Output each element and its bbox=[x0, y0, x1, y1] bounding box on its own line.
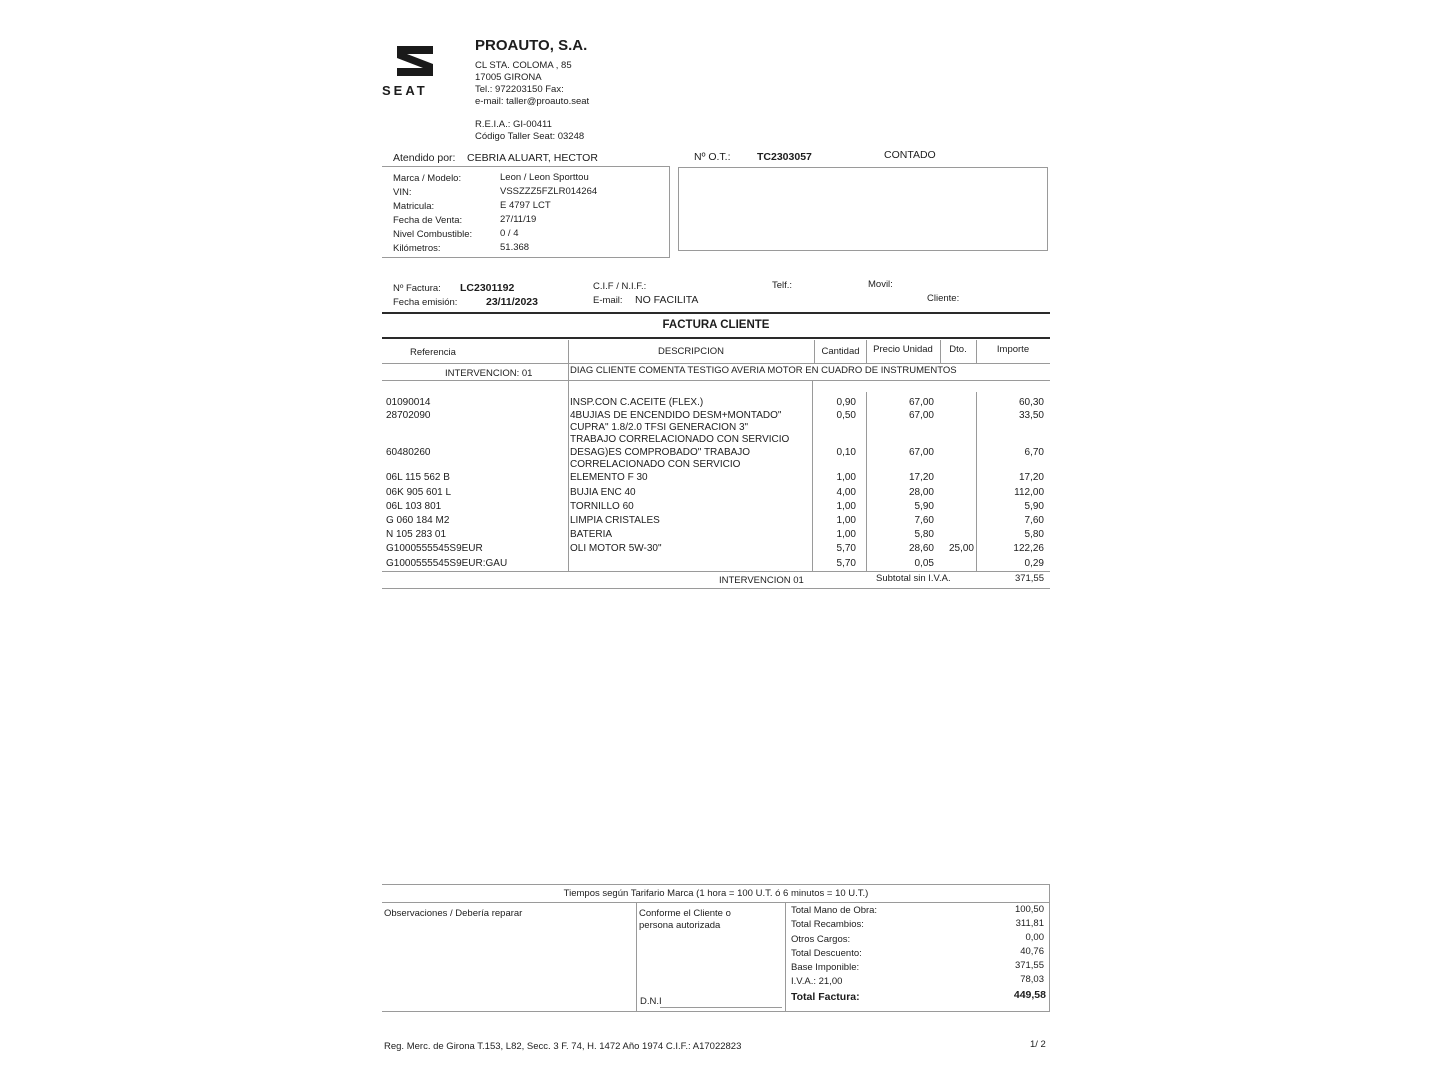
movil-label: Movil: bbox=[868, 279, 893, 290]
table-row bbox=[386, 397, 1046, 409]
row-desc: TRABAJO CORRELACIONADO CON SERVICIO bbox=[570, 434, 790, 445]
attended-label: Atendido por: bbox=[393, 152, 456, 164]
table-row bbox=[386, 558, 1046, 570]
row-amount: 6,70 bbox=[1024, 447, 1044, 458]
row-ref: 06L 103 801 bbox=[386, 501, 442, 512]
brand-name: SEAT bbox=[382, 83, 428, 98]
invoice-date: 23/11/2023 bbox=[486, 296, 538, 308]
table-row bbox=[386, 447, 1046, 459]
row-desc: TORNILLO 60 bbox=[570, 501, 634, 512]
invoice-number: LC2301192 bbox=[460, 282, 515, 294]
row-qty: 1,00 bbox=[836, 529, 856, 540]
row-price: 17,20 bbox=[908, 472, 934, 483]
subtotal-label: Subtotal sin I.V.A. bbox=[876, 573, 951, 584]
vehicle-label: Marca / Modelo: bbox=[393, 173, 462, 184]
company-phone: Tel.: 972203150 Fax: bbox=[475, 84, 564, 95]
row-ref: N 105 283 01 bbox=[386, 529, 447, 540]
row-price: 0,05 bbox=[914, 558, 934, 569]
row-qty: 5,70 bbox=[836, 543, 856, 554]
row-amount: 122,26 bbox=[1013, 543, 1044, 554]
table-row bbox=[386, 472, 1046, 484]
intervention-footer: INTERVENCION 01 bbox=[719, 575, 804, 586]
total-label: Total Recambios: bbox=[791, 919, 864, 930]
row-qty: 5,70 bbox=[836, 558, 856, 569]
row-dto: 25,00 bbox=[948, 543, 974, 554]
table-row bbox=[386, 501, 1046, 513]
row-price: 67,00 bbox=[908, 410, 934, 421]
total-value: 311,81 bbox=[1015, 918, 1044, 929]
row-desc: ELEMENTO F 30 bbox=[570, 472, 648, 483]
table-row bbox=[386, 543, 1046, 555]
tel-label: Telf.: bbox=[772, 280, 793, 291]
row-price: 28,60 bbox=[908, 543, 934, 554]
client-label: Cliente: bbox=[927, 293, 960, 304]
row-price: 5,90 bbox=[914, 501, 934, 512]
table-row bbox=[386, 529, 1046, 541]
dni-label: D.N.I bbox=[640, 996, 662, 1007]
table-row bbox=[386, 487, 1046, 499]
grand-total-value: 449,58 bbox=[1013, 989, 1046, 1001]
total-value: 100,50 bbox=[1014, 904, 1044, 915]
intervention-description: DIAG CLIENTE COMENTA TESTIGO AVERIA MOTOR EN CUADRO DE INSTRUMENTOS bbox=[570, 365, 957, 376]
vehicle-label: Fecha de Venta: bbox=[393, 215, 463, 226]
vehicle-label: Matricula: bbox=[393, 201, 435, 212]
ot-value: TC2303057 bbox=[757, 151, 812, 163]
vehicle-label: Nivel Combustible: bbox=[393, 229, 473, 240]
row-amount: 112,00 bbox=[1014, 487, 1044, 498]
tiempos-note: Tiempos según Tarifario Marca (1 hora = 100 U.T. ó 6 minutos = 10 U.T.) bbox=[563, 888, 869, 899]
vehicle-value: 0 / 4 bbox=[500, 228, 519, 239]
header-dto: Dto. bbox=[949, 344, 967, 355]
vehicle-value: 27/11/19 bbox=[500, 214, 537, 225]
row-ref: 60480260 bbox=[386, 447, 431, 458]
company-reia: R.E.I.A.: GI-00411 bbox=[475, 119, 552, 130]
row-desc: BUJIA ENC 40 bbox=[570, 487, 636, 498]
total-label: Otros Cargos: bbox=[791, 934, 851, 945]
invoice-number-label: Nº Factura: bbox=[393, 283, 441, 294]
header-precio: Precio Unidad bbox=[873, 344, 933, 355]
table-row bbox=[386, 459, 1046, 471]
total-value: 371,55 bbox=[1014, 960, 1044, 971]
company-name: PROAUTO, S.A. bbox=[475, 37, 588, 54]
row-price: 67,00 bbox=[908, 397, 934, 408]
row-desc: CUPRA" 1.8/2.0 TFSI GENERACION 3" bbox=[570, 422, 749, 433]
row-qty: 1,00 bbox=[836, 472, 856, 483]
total-value: 0,00 bbox=[1025, 932, 1044, 943]
row-ref: 06K 905 601 L bbox=[386, 487, 452, 498]
company-address2: 17005 GIRONA bbox=[475, 72, 542, 83]
total-label: Base Imponible: bbox=[791, 962, 860, 973]
row-amount: 5,90 bbox=[1024, 501, 1044, 512]
attended-value: CEBRIA ALUART, HECTOR bbox=[467, 152, 598, 164]
row-qty: 0,50 bbox=[836, 410, 856, 421]
row-ref: G 060 184 M2 bbox=[386, 515, 450, 526]
registry-footer: Reg. Merc. de Girona T.153, L82, Secc. 3 F. 74, H. 1472 Año 1974 C.I.F.: A17022823 bbox=[384, 1041, 742, 1052]
row-desc: CORRELACIONADO CON SERVICIO bbox=[570, 459, 741, 470]
row-amount: 5,80 bbox=[1024, 529, 1044, 540]
row-desc: OLI MOTOR 5W-30" bbox=[570, 543, 662, 554]
ot-label: Nº O.T.: bbox=[694, 151, 731, 163]
total-label: Total Descuento: bbox=[791, 948, 862, 959]
row-price: 28,00 bbox=[908, 487, 934, 498]
row-desc: DESAG)ES COMPROBADO" TRABAJO bbox=[570, 447, 751, 458]
header-importe: Importe bbox=[996, 344, 1030, 355]
payment-method: CONTADO bbox=[884, 149, 936, 161]
row-desc: LIMPIA CRISTALES bbox=[570, 515, 660, 526]
table-row bbox=[386, 434, 1046, 446]
company-address1: CL STA. COLOMA , 85 bbox=[475, 60, 572, 71]
row-ref: 01090014 bbox=[386, 397, 431, 408]
vehicle-value: Leon / Leon Sporttou bbox=[500, 172, 589, 183]
row-amount: 60,30 bbox=[1018, 397, 1044, 408]
email-label: E-mail: bbox=[593, 295, 623, 306]
row-amount: 0,29 bbox=[1024, 558, 1044, 569]
total-value: 40,76 bbox=[1020, 946, 1044, 957]
table-row bbox=[386, 515, 1046, 527]
row-qty: 1,00 bbox=[836, 501, 856, 512]
row-desc: BATERIA bbox=[570, 529, 613, 540]
row-qty: 0,90 bbox=[836, 397, 856, 408]
row-qty: 4,00 bbox=[836, 487, 856, 498]
row-qty: 0,10 bbox=[836, 447, 856, 458]
row-ref: G1000555545S9EUR bbox=[386, 543, 483, 554]
row-amount: 7,60 bbox=[1024, 515, 1044, 526]
vehicle-value: VSSZZZ5FZLR014264 bbox=[500, 186, 598, 197]
cif-label: C.I.F / N.I.F.: bbox=[593, 281, 647, 292]
company-email: e-mail: taller@proauto.seat bbox=[475, 96, 590, 107]
page-number: 1/ 2 bbox=[1030, 1039, 1046, 1050]
row-amount: 17,20 bbox=[1018, 472, 1044, 483]
total-label: I.V.A.: 21,00 bbox=[791, 976, 843, 987]
table-row bbox=[386, 410, 1046, 422]
seat-logo-icon bbox=[393, 40, 439, 80]
row-price: 5,80 bbox=[914, 529, 934, 540]
row-ref: 06L 115 562 B bbox=[386, 472, 450, 483]
invoice-title: FACTURA CLIENTE bbox=[662, 319, 770, 331]
client-address-box bbox=[678, 167, 1048, 251]
row-desc: INSP.CON C.ACEITE (FLEX.) bbox=[570, 397, 704, 408]
header-referencia: Referencia bbox=[410, 347, 456, 358]
row-ref: 28702090 bbox=[386, 410, 431, 421]
subtotal-value: 371,55 bbox=[1014, 573, 1044, 584]
header-descripcion: DESCRIPCION bbox=[658, 346, 724, 357]
taller-code: Código Taller Seat: 03248 bbox=[475, 131, 585, 142]
observaciones-label: Observaciones / Debería reparar bbox=[384, 908, 523, 919]
grand-total-label: Total Factura: bbox=[791, 991, 860, 1003]
total-label: Total Mano de Obra: bbox=[791, 905, 878, 916]
row-qty: 1,00 bbox=[836, 515, 856, 526]
row-desc: 4BUJIAS DE ENCENDIDO DESM+MONTADO" bbox=[570, 410, 782, 421]
total-value: 78,03 bbox=[1020, 974, 1044, 985]
vehicle-label: VIN: bbox=[393, 187, 412, 198]
conforme-line2: persona autorizada bbox=[639, 920, 721, 931]
row-price: 7,60 bbox=[914, 515, 934, 526]
row-price: 67,00 bbox=[908, 447, 934, 458]
table-row bbox=[386, 422, 1046, 434]
vehicle-value: E 4797 LCT bbox=[500, 200, 551, 211]
row-amount: 33,50 bbox=[1018, 410, 1044, 421]
conforme-line1: Conforme el Cliente o bbox=[639, 908, 731, 919]
row-ref: G1000555545S9EUR:GAU bbox=[386, 558, 508, 569]
invoice-date-label: Fecha emisión: bbox=[393, 297, 458, 308]
email-value: NO FACILITA bbox=[635, 294, 699, 306]
header-cantidad: Cantidad bbox=[821, 346, 860, 357]
vehicle-value: 51.368 bbox=[500, 242, 530, 253]
vehicle-label: Kilómetros: bbox=[393, 243, 441, 254]
intervention-label: INTERVENCION: 01 bbox=[445, 368, 533, 379]
